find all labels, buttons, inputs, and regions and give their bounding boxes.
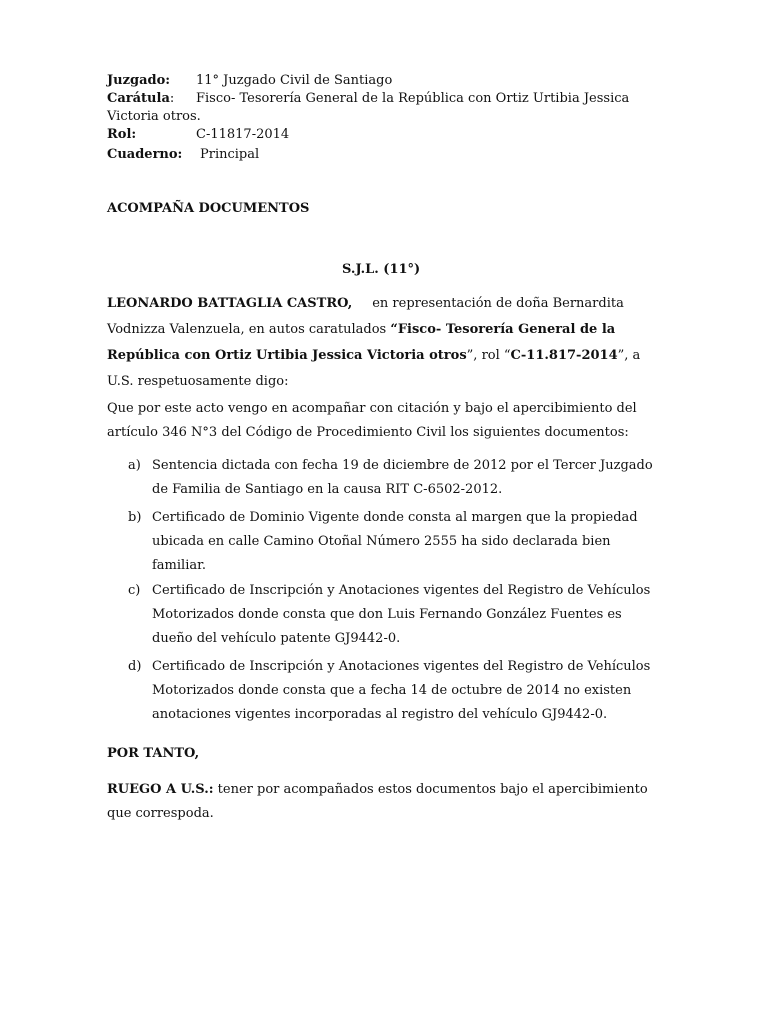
caratula-label: Carátula (107, 91, 170, 106)
list-item-line: ubicada en calle Camino Otoñal Número 2555 ha sido declarada bien (152, 534, 611, 549)
list-item-line: Certificado de Dominio Vigente donde consta al margen que la propiedad (152, 510, 638, 525)
juzgado-value: 11° Juzgado Civil de Santiago (196, 73, 393, 88)
intro-line-3 (107, 343, 661, 369)
list-item-line: anotaciones vigentes incorporadas al registro del vehículo GJ9442-0. (152, 707, 608, 722)
rol-row (107, 126, 290, 144)
que-line-1: Que por este acto vengo en acompañar con citación y bajo el apercibimiento del (107, 401, 637, 416)
list-item-line: dueño del vehículo patente GJ9442-0. (152, 631, 401, 646)
intro-paragraph (107, 291, 661, 395)
caratula-colon: : (169, 91, 175, 106)
list-item-text (152, 579, 661, 651)
list-marker: d) (128, 659, 142, 674)
lawyer-name: LEONARDO BATTAGLIA CASTRO, (107, 296, 353, 311)
intro-line-2 (107, 317, 661, 343)
ruego-line-1-rest: tener por acompañados estos documentos bajo el apercibimiento (213, 782, 648, 797)
juzgado-row (107, 72, 393, 90)
rol-label: Rol: (107, 127, 137, 142)
que-line-2: artículo 346 N°3 del Código de Procedimiento Civil los siguientes documentos: (107, 425, 629, 440)
list-item-text (152, 655, 661, 727)
list-item-text (152, 506, 661, 578)
intro-line-2-text: Vodnizza Valenzuela, en autos caratulados (107, 322, 391, 337)
cuaderno-row (107, 146, 260, 164)
caratula-value-continued: Victoria otros. (107, 109, 201, 124)
intro-line-3-end: ”, a (617, 348, 641, 363)
list-marker: a) (128, 458, 141, 473)
cuaderno-value: Principal (200, 147, 260, 162)
intro-line-1 (107, 291, 661, 317)
list-item-line: Sentencia dictada con fecha 19 de diciembre de 2012 por el Tercer Juzgado (152, 458, 653, 473)
ruego-paragraph (107, 778, 661, 826)
list-item-line: Motorizados donde consta que don Luis Fernando González Fuentes es (152, 607, 622, 622)
caratula-row (107, 90, 630, 108)
document-title: ACOMPAÑA DOCUMENTOS (107, 201, 310, 216)
juzgado-label: Juzgado: (107, 73, 171, 88)
case-name-part-2: República con Ortiz Urtibia Jessica Victoria otros (107, 348, 467, 363)
list-item-line: Certificado de Inscripción y Anotaciones vigentes del Registro de Vehículos (152, 583, 651, 598)
court-heading: S.J.L. (11°) (342, 262, 421, 277)
por-tanto-heading: POR TANTO, (107, 746, 200, 761)
list-marker: c) (128, 583, 141, 598)
intro-line-4: U.S. respetuosamente digo: (107, 374, 289, 389)
list-item-line: de Familia de Santiago en la causa RIT C-6502-2012. (152, 482, 503, 497)
list-marker: b) (128, 510, 142, 525)
rol-value: C-11817-2014 (196, 127, 290, 142)
list-item-line: Certificado de Inscripción y Anotaciones vigentes del Registro de Vehículos (152, 659, 651, 674)
list-item-line: Motorizados donde consta que a fecha 14 de octubre de 2014 no existen (152, 683, 632, 698)
case-name-part-1: “Fisco- Tesorería General de la (390, 322, 616, 337)
case-rol: C-11.817-2014 (510, 348, 618, 363)
ruego-label: RUEGO A U.S.: (107, 782, 214, 797)
list-item-text (152, 454, 661, 502)
caratula-value: Fisco- Tesorería General de la República con Ortiz Urtibia Jessica (196, 91, 630, 106)
ruego-line-2: que correspoda. (107, 806, 214, 821)
intro-line-1-rest: en representación de doña Bernardita (372, 296, 624, 311)
que-paragraph (107, 397, 661, 445)
ruego-line-1 (107, 778, 661, 802)
cuaderno-label: Cuaderno: (107, 147, 183, 162)
intro-line-3-mid: ”, rol “ (466, 348, 511, 363)
list-item-line: familiar. (152, 558, 207, 573)
